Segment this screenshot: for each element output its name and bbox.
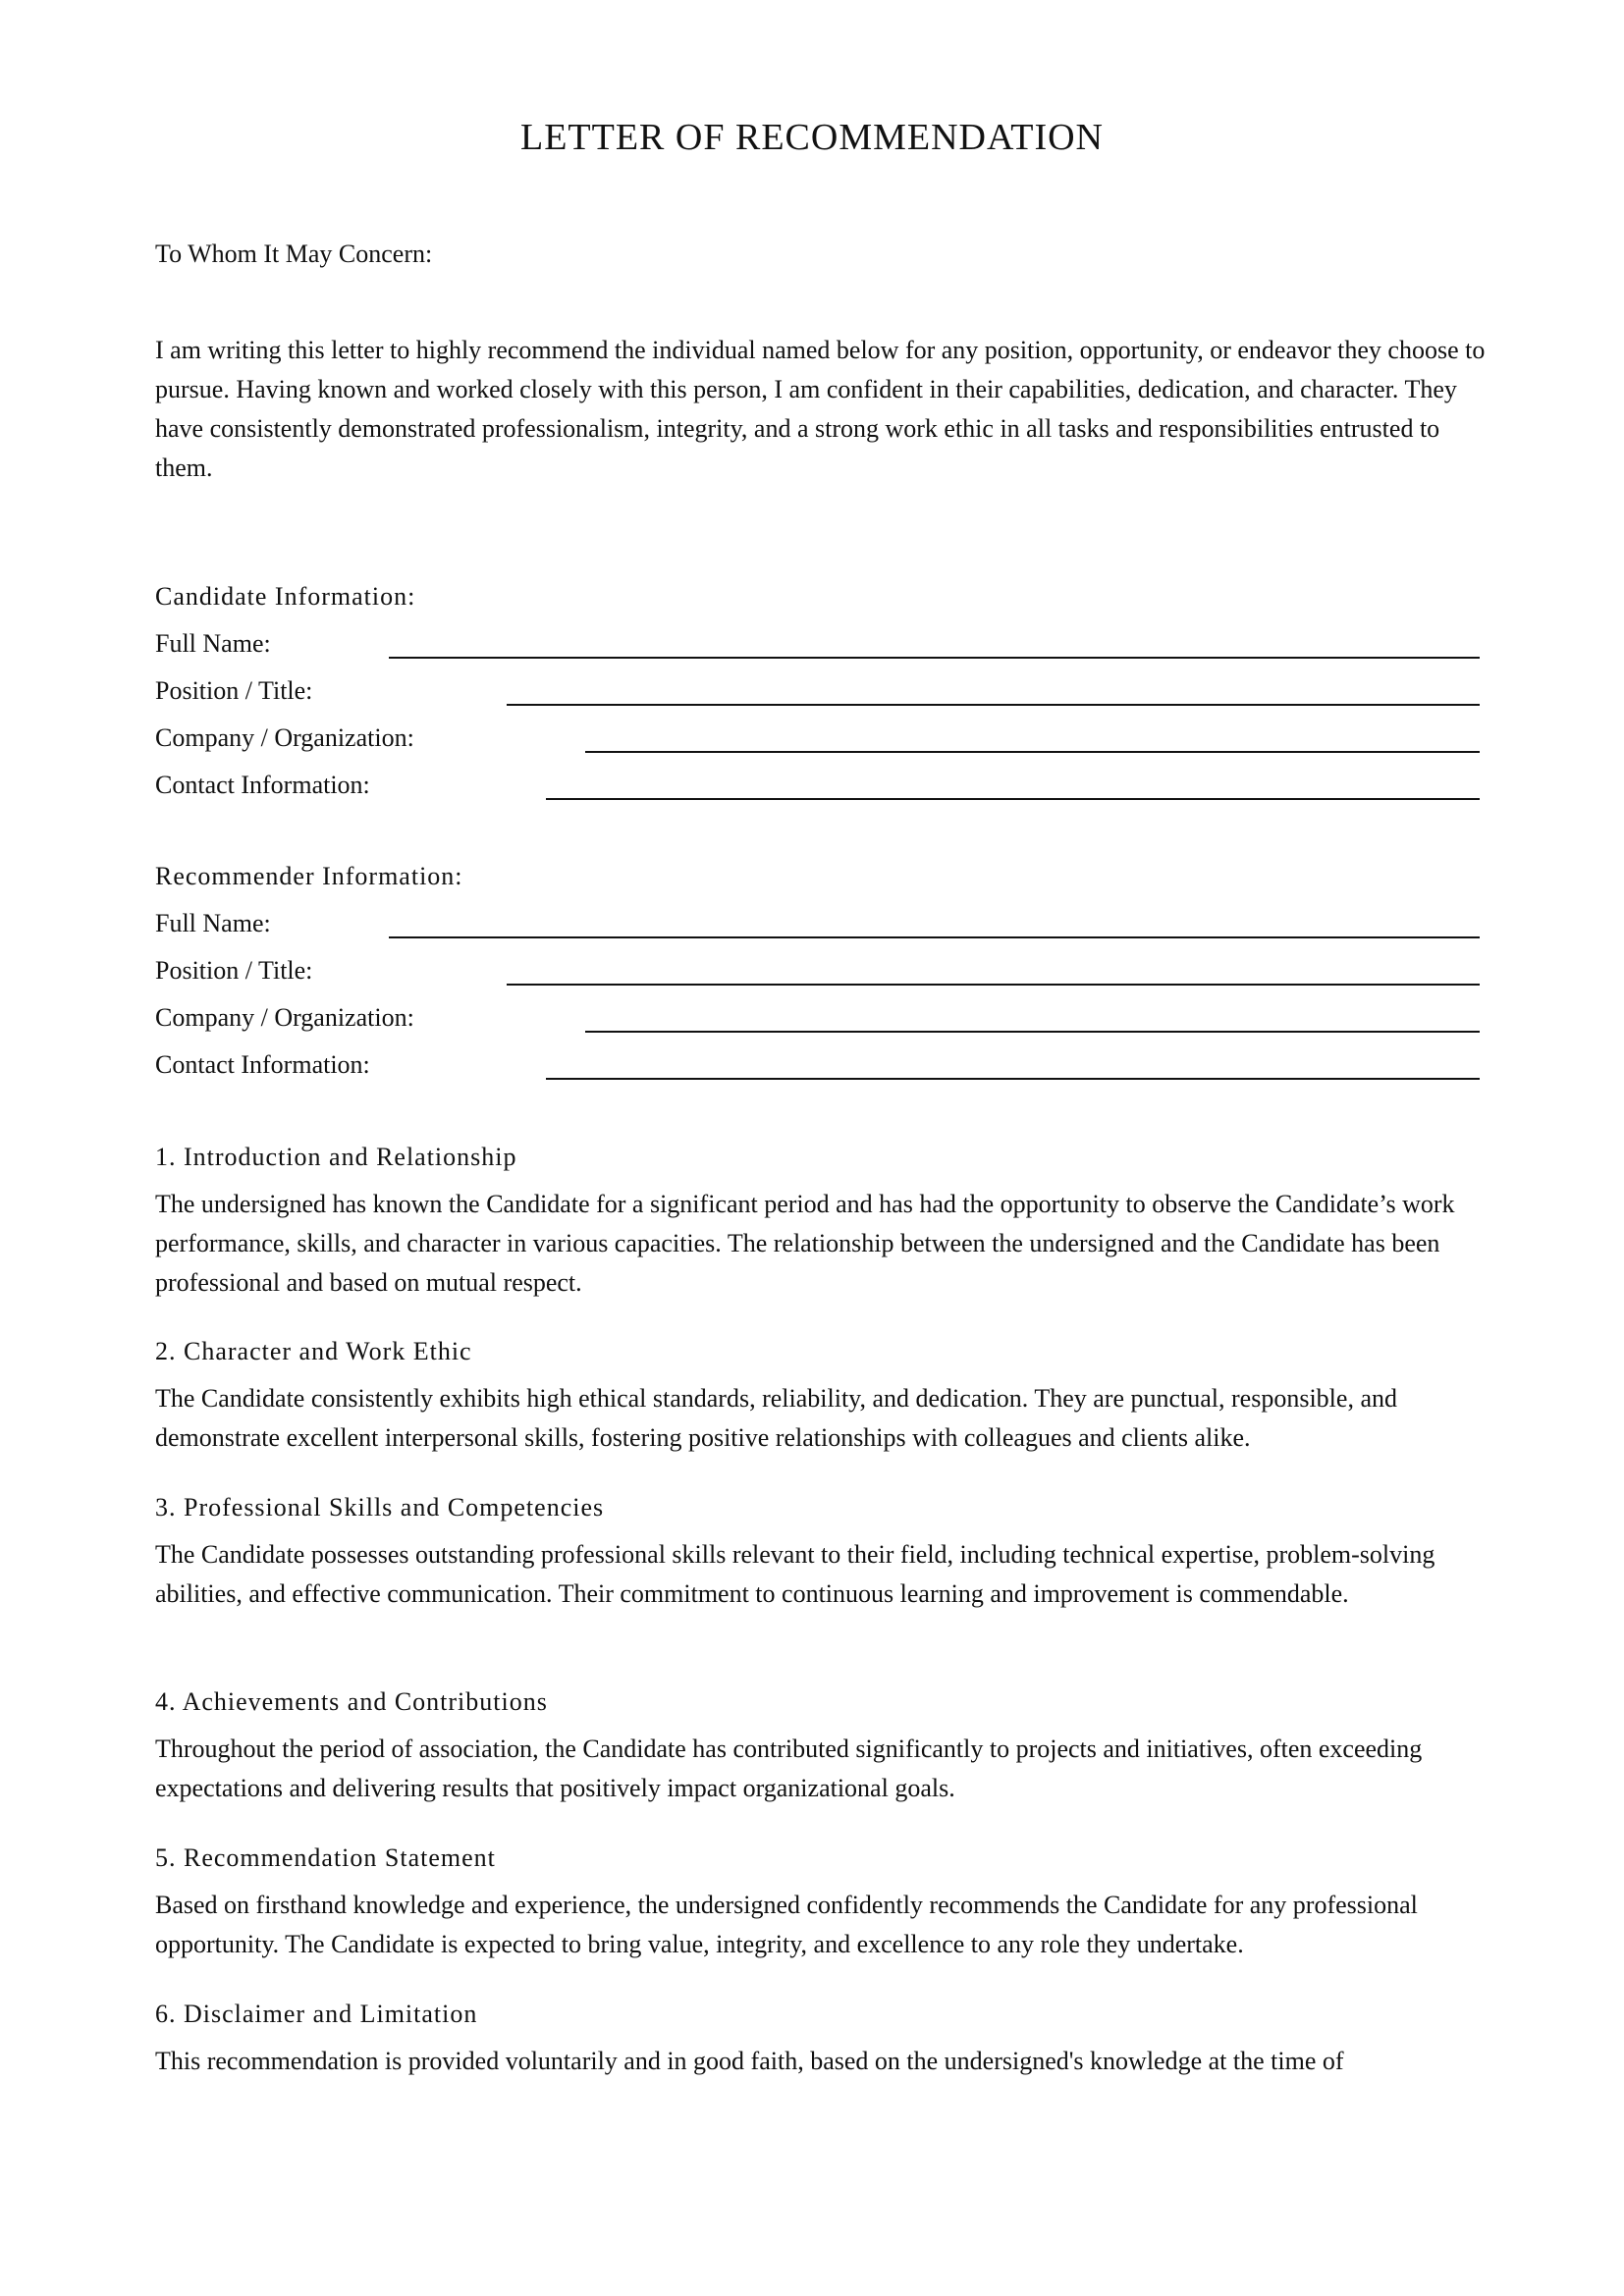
candidate-contact-label: Contact Information: bbox=[155, 771, 370, 799]
clause-1-body: The undersigned has known the Candidate for a significant period and has had the opportunity to observe the Candidate’s work performance, skills, and character in various capacities. The relationship between the undersigned and the Candidate has been professional and based on mutual respect. bbox=[155, 1190, 1455, 1297]
clause-6-heading: 6. Disclaimer and Limitation bbox=[155, 2000, 478, 2028]
candidate-full-name-field[interactable] bbox=[389, 657, 1480, 659]
clause-2-body: The Candidate consistently exhibits high ethical standards, reliability, and dedication. They are punctual, responsible, and demonstrate excellent interpersonal skills, fostering positive relationships with colleagues and clients alike. bbox=[155, 1384, 1397, 1452]
candidate-contact-field[interactable] bbox=[546, 798, 1480, 800]
clause-5-heading: 5. Recommendation Statement bbox=[155, 1843, 496, 1872]
recommender-section-heading: Recommender Information: bbox=[155, 862, 463, 890]
clause-2-heading: 2. Character and Work Ethic bbox=[155, 1337, 472, 1365]
candidate-company-label: Company / Organization: bbox=[155, 723, 414, 752]
candidate-company-field[interactable] bbox=[585, 751, 1480, 753]
recommender-company-row bbox=[155, 1003, 1480, 1042]
salutation: To Whom It May Concern: bbox=[155, 240, 433, 268]
recommender-position-row bbox=[155, 956, 1480, 995]
recommender-full-name-field[interactable] bbox=[389, 936, 1480, 938]
recommender-company-label: Company / Organization: bbox=[155, 1003, 414, 1032]
recommender-contact-row bbox=[155, 1050, 1480, 1090]
clause-3-heading: 3. Professional Skills and Competencies bbox=[155, 1493, 605, 1522]
recommender-position-label: Position / Title: bbox=[155, 956, 313, 985]
recommender-contact-label: Contact Information: bbox=[155, 1050, 370, 1079]
intro-paragraph: I am writing this letter to highly recommend the individual named below for any position, opportunity, or endeavor they choose to pursue. Having known and worked closely with this person, I am confident in their capabilities, dedication, and character. They have consistently demonstrated professionalism, integrity, and a strong work ethic in all tasks and responsibilities entrusted to them. bbox=[155, 336, 1486, 482]
recommender-company-field[interactable] bbox=[585, 1031, 1480, 1033]
clause-1-heading: 1. Introduction and Relationship bbox=[155, 1143, 517, 1171]
candidate-contact-row bbox=[155, 771, 1480, 810]
clause-4-heading: 4. Achievements and Contributions bbox=[155, 1687, 548, 1716]
recommender-contact-field[interactable] bbox=[546, 1078, 1480, 1080]
candidate-full-name-label: Full Name: bbox=[155, 629, 271, 658]
clause-4-body: Throughout the period of association, the Candidate has contributed significantly to projects and initiatives, often exceeding expectations and delivering results that positively impact organizational goals. bbox=[155, 1735, 1423, 1802]
candidate-position-row bbox=[155, 676, 1480, 716]
page-title: LETTER OF RECOMMENDATION bbox=[520, 117, 1104, 158]
candidate-section-heading: Candidate Information: bbox=[155, 582, 416, 611]
recommender-full-name-row bbox=[155, 909, 1480, 948]
candidate-company-row bbox=[155, 723, 1480, 763]
clause-6-body: This recommendation is provided voluntarily and in good faith, based on the undersigned's knowledge at the time of bbox=[155, 2047, 1344, 2075]
candidate-position-field[interactable] bbox=[507, 704, 1480, 706]
clause-3-body: The Candidate possesses outstanding professional skills relevant to their field, including technical expertise, problem-solving abilities, and effective communication. Their commitment to continuous learning and improvement is commendable. bbox=[155, 1540, 1435, 1608]
candidate-full-name-row bbox=[155, 629, 1480, 668]
clause-5-body: Based on firsthand knowledge and experience, the undersigned confidently recommends the Candidate for any professional opportunity. The Candidate is expected to bring value, integrity, and excellence to any role they undertake. bbox=[155, 1891, 1418, 1958]
recommender-full-name-label: Full Name: bbox=[155, 909, 271, 937]
candidate-position-label: Position / Title: bbox=[155, 676, 313, 705]
recommender-position-field[interactable] bbox=[507, 984, 1480, 986]
